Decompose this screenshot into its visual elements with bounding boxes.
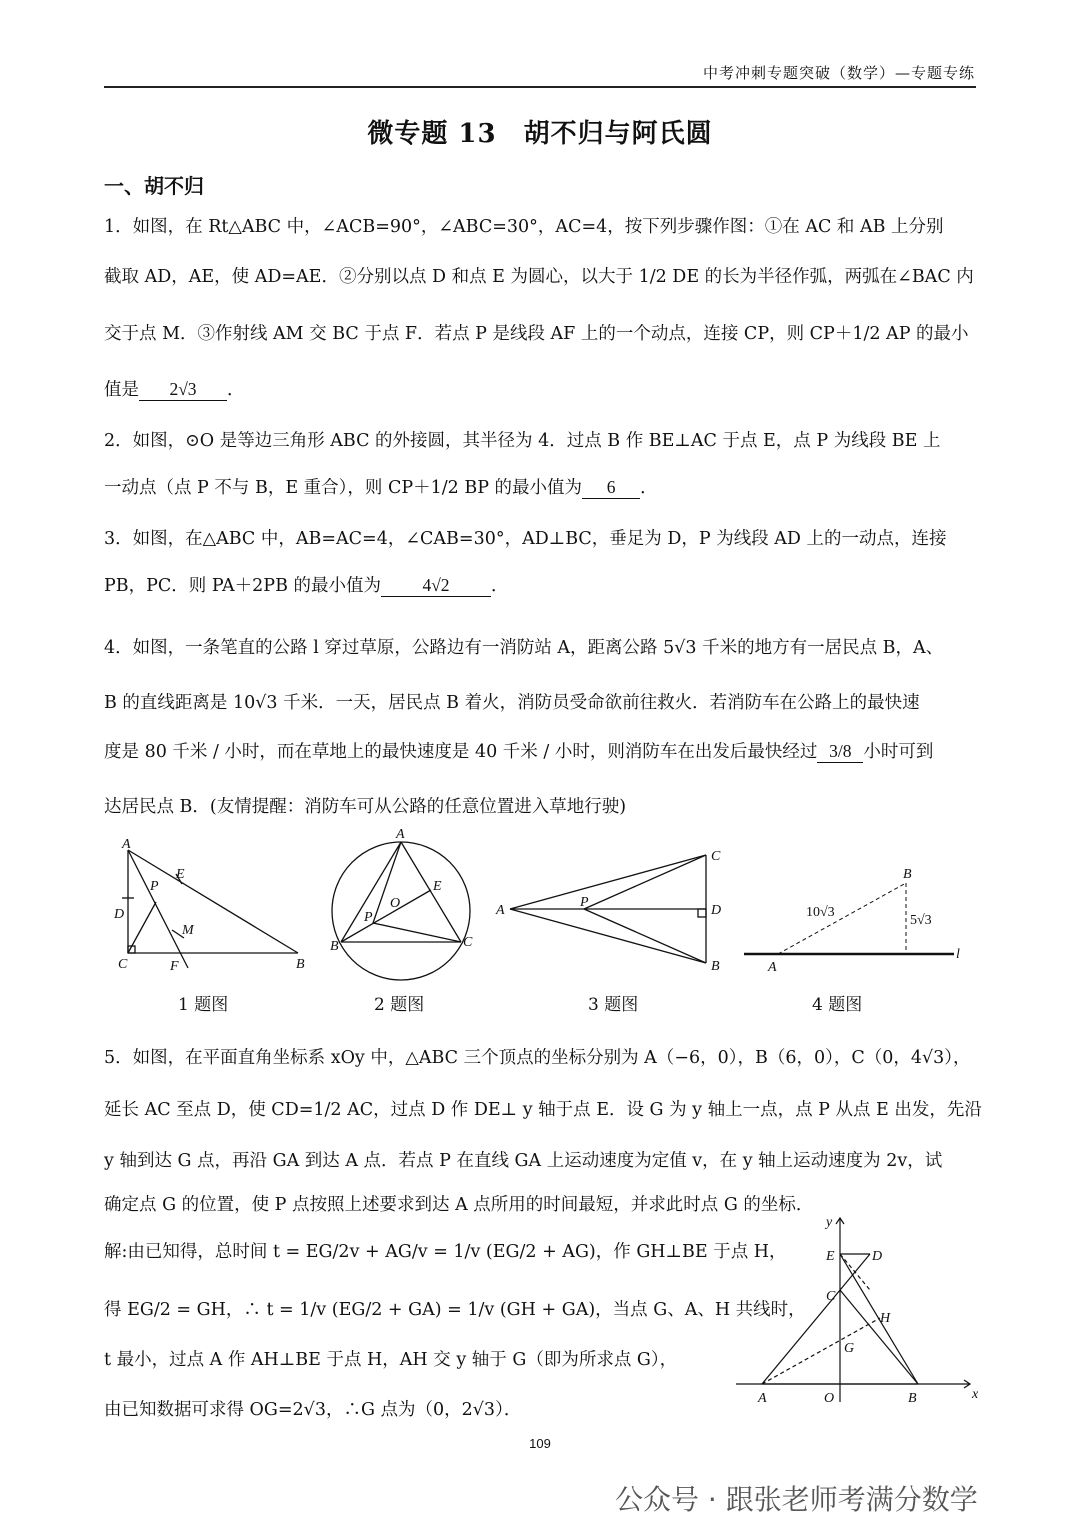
svg-text:D: D [872, 1249, 883, 1264]
problem-2-end: ． [640, 478, 658, 498]
svg-text:G: G [844, 1341, 855, 1356]
svg-text:H: H [880, 1311, 891, 1326]
problem-3-prefix: PB，PC．则 PA＋2PB 的最小值为 [104, 576, 382, 596]
problem-4-line-1: 4．如图，一条笔直的公路 l 穿过草原，公路边有一消防站 A，距离公路 5√3 千米的地方有一居民点 B，A、 [104, 638, 944, 658]
problem-4-line-4: 达居民点 B．(友情提醒：消防车可从公路的任意位置进入草地行驶) [104, 797, 627, 817]
svg-text:F: F [170, 959, 179, 974]
svg-text:B: B [330, 939, 339, 954]
svg-text:A: A [122, 837, 131, 852]
svg-text:D: D [114, 907, 125, 922]
figure-4-height-label: 5√3 [910, 913, 932, 928]
problem-3-answer: 4√2 [381, 575, 491, 597]
problem-5-line-3: y 轴到达 G 点，再沿 GA 到达 A 点．若点 P 在直线 GA 上运动速度为定值 v，在 y 轴上运动速度为 2v，试 [104, 1151, 943, 1171]
problem-5-line-4: 确定点 G 的位置，使 P 点按照上述要求到达 A 点所用的时间最短，并求此时点 G 的坐标． [104, 1195, 814, 1215]
figure-4-ab-label: 10√3 [806, 905, 835, 920]
svg-text:P: P [580, 895, 589, 910]
problem-3-line-2 [104, 572, 978, 597]
problem-2-line-1: 2．如图，⊙O 是等边三角形 ABC 的外接圆，其半径为 4．过点 B 作 BE⊥AC 于点 E，点 P 为线段 BE 上 [104, 431, 941, 451]
solution-line-3: t 最小，过点 A 作 AH⊥BE 于点 H，AH 交 y 轴于 G（即为所求点 G）， [104, 1350, 678, 1370]
svg-text:A: A [758, 1391, 767, 1406]
svg-text:C: C [826, 1289, 836, 1304]
watermark: 公众号 · 跟张老师考满分数学 [615, 1483, 978, 1516]
problem-2-line-2 [104, 474, 978, 499]
figure-2 [332, 842, 470, 980]
figure-4-caption: 4 题图 [812, 995, 863, 1015]
svg-text:x: x [972, 1387, 979, 1402]
svg-text:P: P [150, 879, 159, 894]
figure-1-caption: 1 题图 [178, 995, 229, 1015]
problem-4-line-3 [104, 738, 978, 763]
problem-5-line-1: 5．如图，在平面直角坐标系 xOy 中，△ABC 三个顶点的坐标分别为 A（−6，0），B（6，0），C（0，4√3）， [104, 1048, 971, 1068]
figure-2-caption: 2 题图 [374, 995, 425, 1015]
svg-text:O: O [390, 896, 401, 911]
figure-3 [510, 855, 706, 963]
problem-1-answer: 2√3 [139, 379, 227, 401]
problem-5-line-2: 延长 AC 至点 D，使 CD=1/2 AC，过点 D 作 DE⊥ y 轴于点 E．设 G 为 y 轴上一点，点 P 从点 E 出发，先沿 [104, 1100, 982, 1120]
svg-text:y: y [826, 1215, 833, 1230]
page-title: 微专题 13 胡不归与阿氏圆 [367, 119, 713, 149]
problem-1-line-3: 交于点 M．③作射线 AM 交 BC 于点 F．若点 P 是线段 AF 上的一个动点，连接 CP，则 CP＋1/2 AP 的最小 [104, 324, 969, 344]
figure-4-labels [767, 867, 960, 975]
page-number: 109 [529, 1436, 551, 1451]
svg-text:M: M [182, 923, 194, 938]
problem-4-line-3a: 度是 80 千米 / 小时，而在草地上的最快速度是 40 千米 / 小时，则消防车在出发后最快经过 [104, 742, 818, 762]
figure-2-labels [330, 828, 473, 954]
section-heading: 一、胡不归 [104, 174, 204, 198]
svg-text:B: B [711, 959, 720, 974]
svg-text:C: C [118, 957, 128, 972]
problem-2-prefix: 一动点（点 P 不与 B，E 重合），则 CP＋1/2 BP 的最小值为 [104, 478, 583, 498]
svg-text:A: A [396, 828, 405, 842]
solution-line-4: 由已知数据可求得 OG=2√3，∴G 点为（0，2√3）． [104, 1400, 522, 1420]
figure-3-caption: 3 题图 [588, 995, 639, 1015]
problem-1-line-1: 1．如图，在 Rt△ABC 中，∠ACB=90°，∠ABC=30°，AC=4，按下列步骤作图：①在 AC 和 AB 上分别 [104, 217, 944, 237]
problem-3-line-1: 3．如图，在△ABC 中，AB=AC=4，∠CAB=30°，AD⊥BC，垂足为 D，P 为线段 AD 上的一动点，连接 [104, 529, 947, 549]
svg-text:l: l [956, 947, 960, 962]
solution-line-2: 得 EG/2 = GH，∴ t = 1/v (EG/2 + GA) = 1/v (GH + GA)，当点 G、A、H 共线时， [104, 1300, 806, 1320]
svg-text:D: D [711, 903, 722, 918]
figure-1 [122, 850, 298, 968]
problem-1-line-2: 截取 AD，AE，使 AD=AE．②分别以点 D 和点 E 为圆心，以大于 1/2 DE 的长为半径作弧，两弧在∠BAC 内 [104, 267, 974, 287]
svg-text:O: O [824, 1391, 835, 1406]
svg-text:E: E [176, 867, 185, 882]
svg-text:B: B [903, 867, 912, 882]
svg-text:E: E [826, 1249, 835, 1264]
problem-4-line-3b: 小时可到 [863, 742, 934, 762]
problem-1-line-4 [104, 376, 978, 401]
running-header: 中考冲刺专题突破（数学）—专题专练 [702, 64, 975, 82]
svg-text:B: B [296, 957, 305, 972]
svg-text:C: C [463, 935, 473, 950]
problem-1-end: ． [227, 380, 245, 400]
svg-text:A: A [768, 960, 777, 975]
solution-line-1: 解:由已知得，总时间 t = EG/2v + AG/v = 1/v (EG/2 + AG)，作 GH⊥BE 于点 H， [104, 1242, 787, 1262]
svg-text:B: B [908, 1391, 917, 1406]
figure-5 [730, 1210, 980, 1410]
svg-text:E: E [433, 879, 442, 894]
problem-2-answer: 6 [582, 477, 640, 499]
problem-3-end: ． [491, 576, 509, 596]
svg-text:A: A [496, 903, 505, 918]
svg-text:P: P [364, 910, 373, 925]
header-rule [104, 86, 976, 88]
problem-4-line-2: B 的直线距离是 10√3 千米．一天，居民点 B 着火，消防员受命欲前往救火．若消防车在公路上的最快速 [104, 693, 920, 713]
problem-4-answer: 3/8 [817, 741, 863, 763]
problem-1-prefix: 值是 [104, 380, 139, 400]
svg-text:C: C [711, 849, 721, 864]
